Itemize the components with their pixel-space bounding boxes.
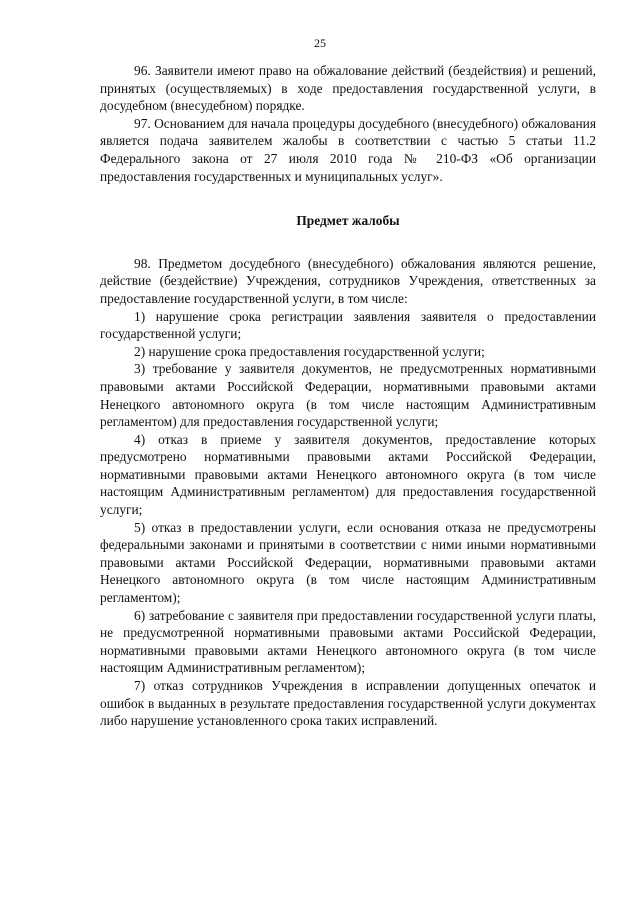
list-item-7: 7) отказ сотрудников Учреждения в исправлении допущенных опечаток и ошибок в выданных в результате предоставления государственной услуги документах либо нарушение установленного срока таких исправлений. (100, 678, 596, 729)
list-item-6: 6) затребование с заявителя при предоставлении государственной услуги платы, не предусмотренной нормативными правовыми актами Российской Федерации, нормативными правовыми актами Ненецкого автономного округа (в том числе настоящим Административным регламентом); (100, 607, 596, 676)
section-heading: Предмет жалобы (296, 213, 400, 229)
page-number: 25 (314, 36, 326, 50)
list-item-2: 2) нарушение срока предоставления государственной услуги; (134, 343, 485, 359)
document-body (100, 62, 596, 730)
list-item-3: 3) требование у заявителя документов, не предусмотренных нормативными правовыми актами Российской Федерации, нормативными правовыми актами Ненецкого автономного округа (в том числе настоящим Административным регламентом) для предоставления государственной услуги; (100, 361, 596, 430)
paragraph-98: 98. Предметом досудебного (внесудебного) обжалования являются решение, действие (бездействие) Учреждения, сотрудников Учреждения, ответственных за предоставление государственной услуги, в том числе: (100, 255, 596, 306)
paragraph-96: 96. Заявители имеют право на обжалование действий (бездействия) и решений, принятых (осуществляемых) в ходе предоставления государственной услуги, в досудебном (внесудебном) порядке. (100, 63, 596, 114)
paragraph-97: 97. Основанием для начала процедуры досудебного (внесудебного) обжалования является подача заявителем жалобы в соответствии с частью 5 статьи 11.2 Федерального закона от 27 июля 2010 года № 210-ФЗ «Об организации предоставления государственных и муниципальных услуг». (100, 115, 596, 184)
list-item-1: 1) нарушение срока регистрации заявления заявителя о предоставлении государственной услуги; (100, 308, 596, 342)
list-item-4: 4) отказ в приеме у заявителя документов, предоставление которых предусмотрено нормативными правовыми актами Российской Федерации, нормативными правовыми актами Ненецкого автономного округа (в том числе настоящим Административным регламентом) для предоставления государственной услуги; (100, 431, 596, 518)
list-item-5: 5) отказ в предоставлении услуги, если основания отказа не предусмотрены федеральными законами и принятыми в соответствии с ними иными нормативными правовыми актами Российской Федерации, нормативными правовыми актами Ненецкого автономного округа (в том числе настоящим Административным регламентом); (100, 519, 596, 606)
